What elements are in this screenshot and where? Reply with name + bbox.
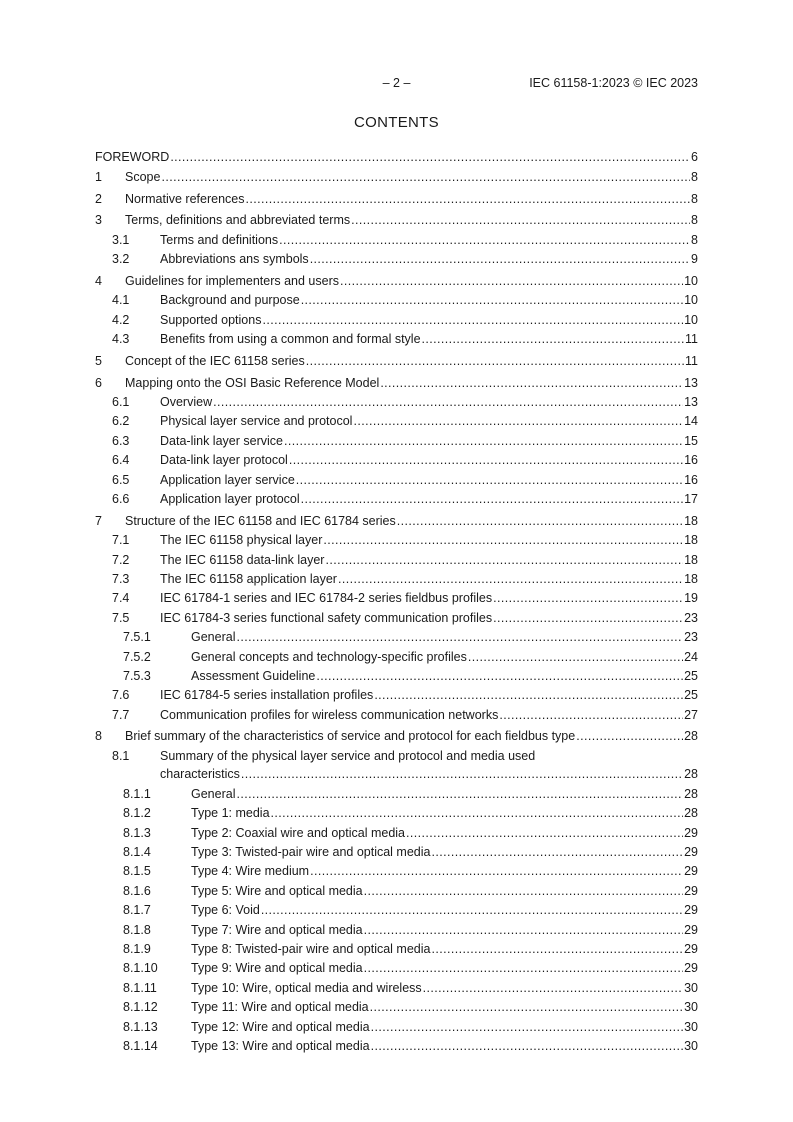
toc-leader-dots — [241, 766, 683, 782]
toc-entry[interactable] — [95, 187, 698, 206]
toc-leader-dots — [374, 687, 683, 703]
toc-entry-label: General — [191, 630, 236, 645]
toc-entry-page: 30 — [684, 1019, 698, 1034]
toc-entry-number: 7.3 — [112, 571, 130, 586]
toc-leader-dots — [422, 331, 684, 347]
toc-entry-number: 8.1.1 — [123, 786, 151, 801]
toc-entry-label: Type 8: Twisted-pair wire and optical media — [191, 941, 431, 956]
toc-entry-label: Type 4: Wire medium — [191, 864, 310, 879]
toc-entry-page: 18 — [684, 513, 698, 528]
toc-entry-label: FOREWORD — [95, 150, 170, 165]
toc-entry-label: Data-link layer service — [160, 433, 283, 448]
toc-leader-dots — [499, 707, 683, 723]
toc-entry-number: 7 — [95, 513, 102, 528]
toc-leader-dots — [301, 292, 683, 308]
toc-entry[interactable] — [95, 725, 698, 744]
toc-entry-page: 11 — [685, 332, 698, 347]
toc-entry-number: 6.1 — [112, 395, 130, 410]
toc-entry[interactable] — [95, 429, 698, 448]
toc-leader-dots — [161, 169, 690, 185]
toc-entry-label: Type 2: Coaxial wire and optical media — [191, 825, 406, 840]
toc-entry[interactable] — [95, 860, 698, 879]
toc-entry-label: Assessment Guideline — [191, 668, 316, 683]
toc-entry-number: 6.4 — [112, 453, 130, 468]
toc-entry-page: 18 — [684, 552, 698, 567]
toc-entry-number: 7.1 — [112, 533, 130, 548]
toc-entry-label: Application layer protocol — [160, 491, 300, 506]
toc-entry-number: 8.1.11 — [123, 980, 157, 995]
toc-entry-page: 29 — [684, 864, 698, 879]
toc-entry-label: Type 3: Twisted-pair wire and optical media — [191, 845, 431, 860]
toc-entry-label: Type 6: Void — [191, 903, 260, 918]
toc-leader-dots — [213, 394, 683, 410]
toc-entry-number: 1 — [95, 169, 102, 184]
toc-leader-dots — [423, 980, 683, 996]
toc-entry-label-continued: characteristics — [160, 767, 240, 782]
toc-entry-label: IEC 61784-1 series and IEC 61784-2 series fieldbus profiles — [160, 591, 493, 606]
toc-entry-page: 15 — [684, 433, 698, 448]
toc-entry-number: 8.1.8 — [123, 922, 151, 937]
toc-entry[interactable] — [95, 665, 698, 684]
toc-entry[interactable] — [95, 821, 698, 840]
toc-entry[interactable] — [95, 391, 698, 410]
toc-entry-label: Background and purpose — [160, 293, 300, 308]
toc-entry-page: 8 — [691, 191, 698, 206]
toc-entry[interactable] — [95, 626, 698, 645]
toc-entry-number: 8.1.9 — [123, 941, 151, 956]
toc-entry-number: 8.1.7 — [123, 903, 151, 918]
toc-entry-number: 8.1.14 — [123, 1038, 158, 1053]
toc-entry-number: 8.1.3 — [123, 825, 151, 840]
toc-entry[interactable] — [95, 684, 698, 703]
toc-entry-label: General concepts and technology-specific profiles — [191, 649, 467, 664]
toc-entry[interactable] — [95, 782, 698, 801]
toc-entry[interactable] — [95, 308, 698, 327]
toc-entry-number: 3.1 — [112, 232, 130, 247]
toc-entry-label: Benefits from using a common and formal style — [160, 332, 421, 347]
page-number: – 2 – — [382, 76, 411, 90]
toc-entry-label: Supported options — [160, 312, 262, 327]
toc-leader-dots — [576, 728, 683, 744]
toc-leader-dots — [340, 273, 683, 289]
toc-entry-page: 10 — [684, 273, 698, 288]
toc-entry[interactable] — [95, 568, 698, 587]
toc-entry-number: 4.1 — [112, 293, 130, 308]
toc-entry[interactable] — [95, 488, 698, 507]
toc-leader-dots — [271, 805, 684, 821]
toc-leader-dots — [431, 941, 683, 957]
toc-entry-label: Communication profiles for wireless communication networks — [160, 707, 499, 722]
toc-entry[interactable] — [95, 899, 698, 918]
toc-leader-dots — [364, 922, 683, 938]
toc-entry-page: 13 — [684, 375, 698, 390]
toc-entry-number: 8.1.5 — [123, 864, 151, 879]
toc-entry-label: Terms and definitions — [160, 232, 279, 247]
toc-entry-label: The IEC 61158 physical layer — [160, 533, 323, 548]
toc-entry-page: 24 — [684, 649, 698, 664]
toc-entry-page: 8 — [691, 232, 698, 247]
toc-entry-page: 13 — [684, 395, 698, 410]
toc-leader-dots — [310, 251, 690, 267]
toc-entry-number: 6.5 — [112, 472, 130, 487]
toc-entry-number: 7.2 — [112, 552, 130, 567]
toc-entry-number: 3 — [95, 213, 102, 228]
toc-leader-dots — [236, 629, 683, 645]
toc-entry[interactable] — [95, 468, 698, 487]
toc-leader-dots — [289, 452, 683, 468]
toc-entry-page: 9 — [691, 252, 698, 267]
page-header — [95, 76, 698, 92]
toc-entry-number: 8 — [95, 729, 102, 744]
toc-leader-dots — [310, 863, 683, 879]
toc-entry-number: 6.3 — [112, 433, 130, 448]
toc-entry-number: 6.6 — [112, 491, 130, 506]
toc-leader-dots — [170, 149, 690, 165]
toc-entry-label: Type 1: media — [191, 806, 270, 821]
toc-entry[interactable] — [95, 918, 698, 937]
toc-entry-page: 8 — [691, 169, 698, 184]
toc-leader-dots — [296, 472, 683, 488]
toc-entry-number: 6.2 — [112, 414, 130, 429]
toc-entry[interactable] — [95, 529, 698, 548]
toc-entry[interactable] — [95, 1035, 698, 1054]
toc-entry-page: 10 — [684, 312, 698, 327]
toc-leader-dots — [338, 571, 683, 587]
toc-entry[interactable] — [95, 587, 698, 606]
toc-leader-dots — [279, 232, 690, 248]
toc-entry-number: 8.1.10 — [123, 961, 158, 976]
toc-entry-label: Type 13: Wire and optical media — [191, 1038, 370, 1053]
toc-entry-page: 28 — [684, 767, 698, 782]
toc-entry-page: 16 — [684, 472, 698, 487]
toc-entry[interactable] — [95, 289, 698, 308]
toc-leader-dots — [236, 786, 683, 802]
toc-entry[interactable] — [95, 509, 698, 528]
toc-entry-page: 11 — [685, 353, 698, 368]
toc-entry[interactable] — [95, 349, 698, 368]
toc-entry-number: 4 — [95, 273, 102, 288]
toc-entry[interactable] — [95, 410, 698, 429]
toc-entry[interactable] — [95, 976, 698, 995]
toc-entry-page: 25 — [684, 668, 698, 683]
toc-leader-dots — [371, 1019, 684, 1035]
toc-leader-dots — [370, 999, 683, 1015]
toc-entry-page: 19 — [684, 591, 698, 606]
toc-entry-number: 8.1.6 — [123, 883, 151, 898]
toc-entry[interactable] — [95, 248, 698, 267]
toc-entry[interactable] — [95, 645, 698, 664]
table-of-contents — [95, 146, 698, 1054]
toc-entry[interactable] — [95, 548, 698, 567]
toc-entry-number: 2 — [95, 191, 102, 206]
toc-leader-dots — [380, 375, 683, 391]
toc-entry-page: 23 — [684, 610, 698, 625]
toc-entry-number: 8.1.2 — [123, 806, 151, 821]
toc-entry-number: 4.3 — [112, 332, 130, 347]
toc-entry-label: Normative references — [125, 191, 245, 206]
toc-entry-label: Guidelines for implementers and users — [125, 273, 339, 288]
toc-entry-page: 10 — [684, 293, 698, 308]
toc-entry-page: 30 — [684, 1000, 698, 1015]
toc-entry-page: 17 — [684, 491, 698, 506]
toc-entry[interactable] — [95, 449, 698, 468]
toc-leader-dots — [262, 312, 683, 328]
toc-leader-dots — [371, 1038, 684, 1054]
toc-entry-page: 14 — [684, 414, 698, 429]
toc-entry-number: 7.5.2 — [123, 649, 151, 664]
toc-leader-dots — [284, 433, 683, 449]
toc-leader-dots — [325, 552, 683, 568]
toc-entry-number: 8.1 — [112, 749, 130, 764]
toc-entry-number: 5 — [95, 353, 102, 368]
toc-entry[interactable] — [95, 879, 698, 898]
toc-entry-page: 18 — [684, 533, 698, 548]
toc-entry-label: Abbreviations ans symbols — [160, 252, 309, 267]
toc-leader-dots — [364, 960, 683, 976]
toc-leader-dots — [431, 844, 683, 860]
toc-entry-page: 29 — [684, 941, 698, 956]
toc-entry-label: Type 9: Wire and optical media — [191, 961, 363, 976]
toc-entry-page: 27 — [684, 707, 698, 722]
toc-leader-dots — [306, 353, 684, 369]
toc-entry-label: Type 11: Wire and optical media — [191, 1000, 369, 1015]
toc-entry-number: 7.6 — [112, 688, 130, 703]
toc-entry-label: Summary of the physical layer service and protocol and media used — [160, 749, 536, 764]
page-title: CONTENTS — [354, 114, 439, 131]
toc-leader-dots — [468, 649, 683, 665]
toc-entry-label: General — [191, 786, 236, 801]
toc-entry[interactable] — [95, 1015, 698, 1034]
toc-entry-number: 8.1.13 — [123, 1019, 158, 1034]
toc-leader-dots — [353, 413, 683, 429]
toc-entry-label: The IEC 61158 application layer — [160, 571, 337, 586]
toc-entry-label: Brief summary of the characteristics of service and protocol for each fieldbus type — [125, 729, 576, 744]
toc-entry-label: IEC 61784-5 series installation profiles — [160, 688, 374, 703]
toc-entry-label: Type 5: Wire and optical media — [191, 883, 363, 898]
toc-entry-number: 4.2 — [112, 312, 130, 327]
toc-entry-number: 3.2 — [112, 252, 130, 267]
toc-entry[interactable] — [95, 802, 698, 821]
toc-entry-page: 25 — [684, 688, 698, 703]
toc-leader-dots — [246, 191, 691, 207]
toc-entry[interactable] — [95, 209, 698, 228]
toc-leader-dots — [323, 532, 683, 548]
toc-entry-page: 23 — [684, 630, 698, 645]
toc-entry-page: 29 — [684, 825, 698, 840]
toc-entry-label: Type 12: Wire and optical media — [191, 1019, 370, 1034]
toc-entry[interactable] — [95, 146, 698, 165]
toc-entry-page: 8 — [691, 213, 698, 228]
toc-entry[interactable] — [95, 270, 698, 289]
toc-entry[interactable] — [95, 841, 698, 860]
toc-leader-dots — [493, 590, 683, 606]
toc-entry-label: Terms, definitions and abbreviated terms — [125, 213, 351, 228]
toc-entry-page: 28 — [684, 806, 698, 821]
toc-entry-number: 7.5.1 — [123, 630, 151, 645]
toc-entry-page: 16 — [684, 453, 698, 468]
toc-entry-number: 7.5.3 — [123, 668, 151, 683]
toc-entry-number: 7.7 — [112, 707, 130, 722]
toc-entry-label: Scope — [125, 169, 161, 184]
toc-entry-number: 7.4 — [112, 591, 130, 606]
toc-entry[interactable] — [95, 328, 698, 347]
toc-leader-dots — [364, 883, 683, 899]
toc-entry-page: 30 — [684, 1038, 698, 1053]
toc-entry-page: 29 — [684, 845, 698, 860]
toc-entry-label: Type 10: Wire, optical media and wireless — [191, 980, 422, 995]
toc-entry-page: 29 — [684, 961, 698, 976]
toc-entry[interactable] — [95, 996, 698, 1015]
toc-entry[interactable] — [95, 371, 698, 390]
toc-entry-number: 8.1.4 — [123, 845, 151, 860]
toc-entry-label: Data-link layer protocol — [160, 453, 288, 468]
toc-entry-page: 29 — [684, 922, 698, 937]
toc-leader-dots — [397, 513, 683, 529]
toc-entry-label: Overview — [160, 395, 213, 410]
toc-entry[interactable] — [95, 744, 698, 782]
toc-entry-page: 6 — [691, 150, 698, 165]
toc-entry-label: Physical layer service and protocol — [160, 414, 353, 429]
toc-leader-dots — [301, 491, 683, 507]
toc-leader-dots — [406, 825, 683, 841]
toc-entry[interactable] — [95, 957, 698, 976]
toc-leader-dots — [493, 610, 683, 626]
toc-entry-page: 29 — [684, 903, 698, 918]
toc-entry[interactable] — [95, 228, 698, 247]
document-id: IEC 61158-1:2023 © IEC 2023 — [529, 76, 698, 90]
toc-entry-number: 8.1.12 — [123, 1000, 158, 1015]
toc-entry-page: 18 — [684, 571, 698, 586]
toc-entry[interactable] — [95, 703, 698, 722]
toc-leader-dots — [351, 212, 690, 228]
toc-entry[interactable] — [95, 606, 698, 625]
toc-entry-page: 28 — [684, 729, 698, 744]
toc-leader-dots — [261, 902, 683, 918]
toc-entry-label: IEC 61784-3 series functional safety communication profiles — [160, 610, 493, 625]
toc-entry-page: 28 — [684, 786, 698, 801]
toc-entry[interactable] — [95, 165, 698, 184]
toc-entry-label: Mapping onto the OSI Basic Reference Model — [125, 375, 380, 390]
toc-entry-label: Type 7: Wire and optical media — [191, 922, 363, 937]
toc-entry-label: Concept of the IEC 61158 series — [125, 353, 305, 368]
toc-entry-number: 6 — [95, 375, 102, 390]
toc-entry-label: The IEC 61158 data-link layer — [160, 552, 325, 567]
toc-entry-number: 7.5 — [112, 610, 130, 625]
toc-entry-page: 30 — [684, 980, 698, 995]
toc-entry[interactable] — [95, 938, 698, 957]
toc-entry-page: 29 — [684, 883, 698, 898]
toc-leader-dots — [316, 668, 683, 684]
toc-entry-label: Structure of the IEC 61158 and IEC 61784 series — [125, 513, 396, 528]
toc-entry-label: Application layer service — [160, 472, 295, 487]
